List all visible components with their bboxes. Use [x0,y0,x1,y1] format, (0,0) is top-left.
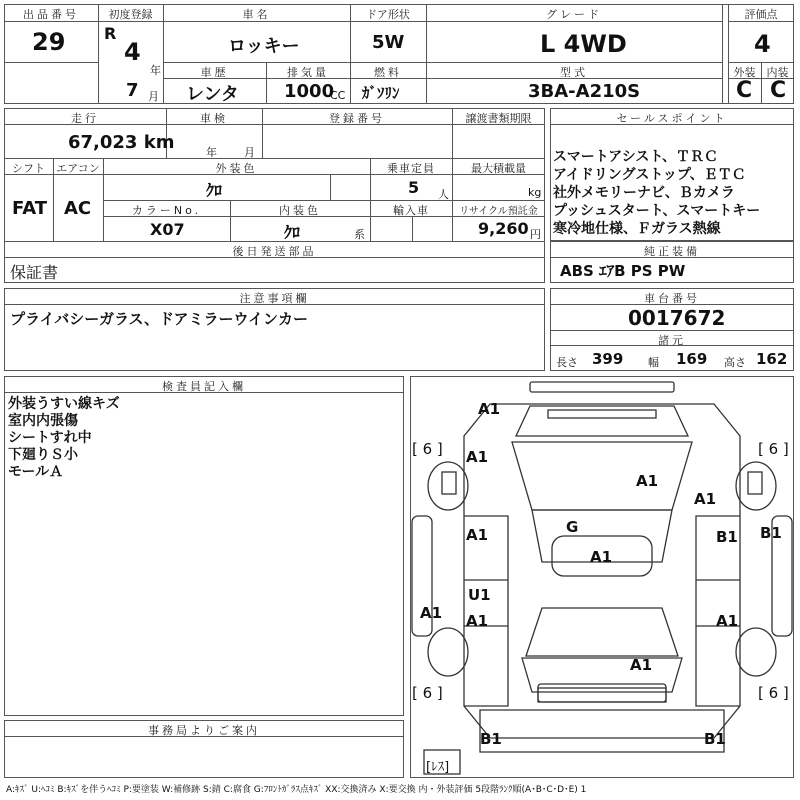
car-name-label: 車名 [242,8,271,21]
chassis-label: 車台番号 [644,292,700,305]
dimensions-label: 諸元 [658,334,686,347]
exterior-label: 外装 [733,66,756,79]
front-left-wheel [428,462,468,510]
score: 4 [754,30,771,58]
damage-mark: A1 [420,604,443,622]
fuel-label: 燃料 [374,66,402,79]
equipment: ABS ｴｱB PS PW [560,262,686,280]
interior: C [770,78,787,103]
length: 399 [592,350,624,368]
sales-point: 寒冷地仕様、Ｆガラス熱線 [553,221,721,237]
front-bumper-outline [530,382,674,392]
color-no-label: カラーNo. [131,204,202,217]
damage-mark: A1 [630,656,653,674]
capacity-label: 乗車定員 [387,162,435,175]
inspector-notes [8,396,120,481]
sales-point: アイドリングストップ、ＥＴＣ [553,167,746,183]
color-no: X07 [150,220,185,239]
rear-left-wheel [428,628,468,676]
exterior: C [736,78,753,103]
tire-tread: [ 6 ] [758,440,789,458]
windshield-outline [512,442,692,510]
damage-mark: A1 [478,400,501,418]
later-parts-label: 後日発送部品 [232,245,317,258]
interior-color-label: 内装色 [279,204,321,217]
interior-color-unit: 系 [354,228,365,241]
inspector-line: 室内内張傷 [8,413,78,429]
grade: L 4WD [540,30,627,58]
capacity-unit: 人 [438,188,449,201]
history-label: 車歴 [200,66,229,79]
recycle-unit: 円 [530,228,541,241]
front-right-wheel [736,462,776,510]
load-label: 最大積載量 [471,162,526,175]
interior-label: 内装 [766,66,789,79]
lot-no: 29 [32,28,66,56]
transfer-label: 譲渡書類期限 [465,112,532,125]
equipment-label: 純正装備 [644,245,700,258]
reg-no-label: 登録番号 [329,112,385,125]
cc-unit: CC [330,89,346,102]
front-grille [548,410,656,418]
damage-mark: U1 [468,586,491,604]
left-side-outline [464,516,508,706]
month-unit: 月 [148,90,159,103]
width: 169 [676,350,708,368]
inspector-line: シートすれ中 [8,430,92,446]
damage-mark: A1 [694,490,717,508]
damage-mark: A1 [636,472,659,490]
damage-mark: A1 [466,612,489,630]
damage-mark: B1 [480,730,502,748]
chassis: 0017672 [628,306,726,330]
recycle-label: リサイクル預託金 [459,206,538,217]
inspection-label: 車検 [200,112,228,125]
ac-label: エアコン [56,162,100,175]
insp-year-unit: 年 [206,146,217,159]
spare-tire: [ﾚｽ] [426,760,450,775]
color: ｸﾛ [206,181,223,200]
office-label: 事務局よりご案内 [148,724,260,737]
shift-label: シフト [12,162,45,175]
damage-mark: A1 [716,612,739,630]
door: 5W [372,32,405,53]
era: R [104,24,117,43]
first-reg-label: 初度登録 [108,8,153,21]
door-label: ドア形状 [366,8,410,21]
import-label: 輸入車 [393,204,429,217]
model-label: 型式 [560,66,588,79]
lot-no-label: 出品番号 [23,8,79,21]
ac: AC [64,198,92,219]
damage-mark: B1 [760,524,782,542]
color-label: 外装色 [215,162,258,175]
mileage: 67,023 km [68,132,175,153]
sales-points-label: セールスポイント [616,112,728,125]
inspector-line: 外装うすい線キズ [8,396,120,412]
height-label: 高さ [724,356,746,369]
car-name: ロッキー [228,36,300,57]
recycle: 9,260 [478,219,529,238]
tire-tread: [ 6 ] [412,440,443,458]
insp-month-unit: 月 [244,146,255,159]
fuel: ｶﾞｿﾘﾝ [362,84,400,102]
legend: A:ｷｽﾞ U:ﾍｺﾐ B:ｷｽﾞを伴うﾍｺﾐ P:要塗装 W:補修跡 S:錆 C:腐食 G:ﾌﾛﾝﾄｶﾞﾗｽ点ｷｽﾞ XX:交換済み X:要交換 内・外装評価 5段階ﾗﾝｸ順(A･B･C･D･E) 1 [6,785,587,795]
height: 162 [756,350,788,368]
rear-bumper-outline [538,684,666,702]
rear-window-outline [526,608,678,656]
damage-mark: G [566,518,579,536]
left-mirror [442,472,456,494]
displacement-label: 排気量 [287,66,329,79]
notes-label: 注意事項欄 [239,292,310,305]
length-label: 長さ [556,356,578,369]
damage-mark: A1 [466,526,489,544]
interior-color: ｸﾛ [284,223,301,242]
right-mirror [748,472,762,494]
displacement: 1000 [284,81,335,102]
tire-tread: [ 6 ] [412,684,443,702]
width-label: 幅 [648,356,659,369]
car-diagram [410,376,794,778]
tire-tread: [ 6 ] [758,684,789,702]
sales-point: 社外メモリーナビ、Ｂカメラ [553,185,735,201]
grade-label: グレード [546,8,602,21]
inspector-line: モールＡ [8,464,64,480]
reg-month: 7 [126,80,139,101]
damage-mark: B1 [704,730,726,748]
year-unit: 年 [150,64,161,77]
sales-point: スマートアシスト、ＴＲＣ [553,149,719,165]
damage-mark: B1 [716,528,738,546]
inspector-label: 検査員記入欄 [162,380,246,393]
sales-point: プッシュスタート、スマートキー [553,203,761,219]
later-parts: 保証書 [10,263,59,282]
history: レンタ [186,84,239,105]
rear-right-wheel [736,628,776,676]
mileage-label: 走行 [71,112,99,125]
damage-mark: A1 [590,548,613,566]
reg-year: 4 [124,38,141,66]
model: 3BA-A210S [528,81,641,102]
trunk-outline [522,658,682,692]
capacity: 5 [408,178,420,197]
bottom-bumper [480,710,724,752]
sales-points-list [553,148,760,238]
shift: FAT [12,198,48,219]
inspector-line: 下廻りＳ小 [8,447,78,463]
rear-strip [538,688,666,702]
score-label: 評価点 [744,8,778,21]
damage-mark: A1 [466,448,489,466]
load-unit: kg [528,186,542,199]
notes: プライバシーガラス、ドアミラーウインカー [10,310,309,328]
